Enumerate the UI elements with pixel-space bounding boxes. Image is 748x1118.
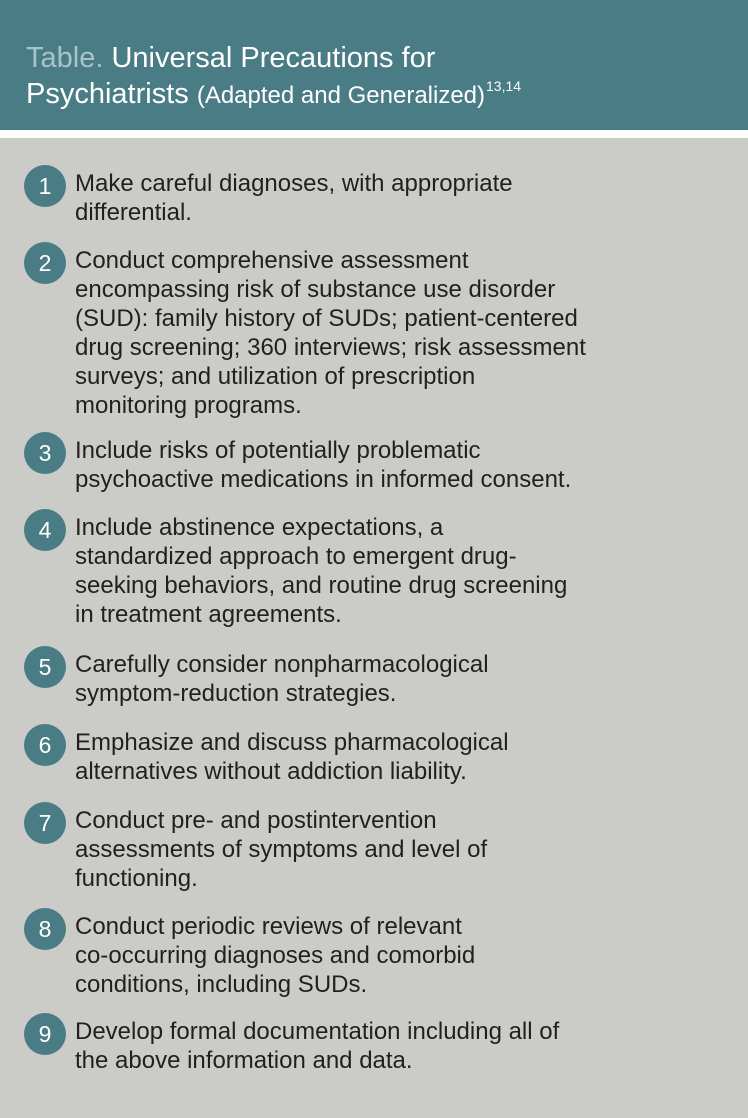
item-text-line: seeking behaviors, and routine drug screening <box>75 572 568 599</box>
item-text-line: Make careful diagnoses, with appropriate <box>75 170 513 197</box>
item-text <box>75 246 735 420</box>
item-text-line: Emphasize and discuss pharmacological <box>75 729 509 756</box>
item-text-line: the above information and data. <box>75 1047 413 1074</box>
item-text <box>75 1017 735 1075</box>
item-number-badge: 7 <box>24 802 66 844</box>
item-text-line: Conduct comprehensive assessment <box>75 247 469 274</box>
table-title-line-2 <box>26 80 521 109</box>
item-number-badge: 1 <box>24 165 66 207</box>
item-text-line: differential. <box>75 199 192 226</box>
item-text <box>75 436 735 494</box>
item-text-line: symptom-reduction strategies. <box>75 680 397 707</box>
item-text-line: Develop formal documentation including all of <box>75 1018 560 1045</box>
item-number-badge: 9 <box>24 1013 66 1055</box>
item-text <box>75 650 735 708</box>
item-number-badge: 5 <box>24 646 66 688</box>
item-text-line: Carefully consider nonpharmacological <box>75 651 489 678</box>
item-number-badge: 3 <box>24 432 66 474</box>
table-subtitle: (Adapted and Generalized) <box>196 82 486 109</box>
item-text-line: in treatment agreements. <box>75 601 342 628</box>
item-text-line: surveys; and utilization of prescription <box>75 363 476 390</box>
item-text-line: Include risks of potentially problematic <box>75 437 481 464</box>
item-number-badge: 8 <box>24 908 66 950</box>
item-text-line: Include abstinence expectations, a <box>75 514 444 541</box>
item-text-line: conditions, including SUDs. <box>75 971 368 998</box>
item-text-line: functioning. <box>75 865 198 892</box>
item-text <box>75 728 735 786</box>
table-title-line-1 <box>26 44 435 73</box>
item-text-line: psychoactive medications in informed consent. <box>75 466 572 493</box>
item-text-line: standardized approach to emergent drug- <box>75 543 517 570</box>
item-text-line: drug screening; 360 interviews; risk assessment <box>75 334 586 361</box>
item-text-line: co-occurring diagnoses and comorbid <box>75 942 476 969</box>
header-divider <box>0 130 748 138</box>
item-text-line: Conduct pre- and postintervention <box>75 807 437 834</box>
table-label: Table. <box>26 42 104 74</box>
item-text-line: Conduct periodic reviews of relevant <box>75 913 462 940</box>
item-text <box>75 169 735 227</box>
reference-superscript: 13,14 <box>486 78 522 94</box>
table-header <box>0 0 748 130</box>
item-text <box>75 912 735 999</box>
table-title-part-1: Universal Precautions for <box>111 42 436 74</box>
item-text <box>75 513 735 629</box>
table-title-part-2: Psychiatrists <box>26 78 189 110</box>
item-number-badge: 6 <box>24 724 66 766</box>
item-text-line: encompassing risk of substance use disorder <box>75 276 556 303</box>
item-text-line: assessments of symptoms and level of <box>75 836 488 863</box>
item-text-line: alternatives without addiction liability. <box>75 758 467 785</box>
item-text <box>75 806 735 893</box>
item-number-badge: 4 <box>24 509 66 551</box>
item-text-line: monitoring programs. <box>75 392 302 419</box>
item-number-badge: 2 <box>24 242 66 284</box>
item-text-line: (SUD): family history of SUDs; patient-centered <box>75 305 578 332</box>
